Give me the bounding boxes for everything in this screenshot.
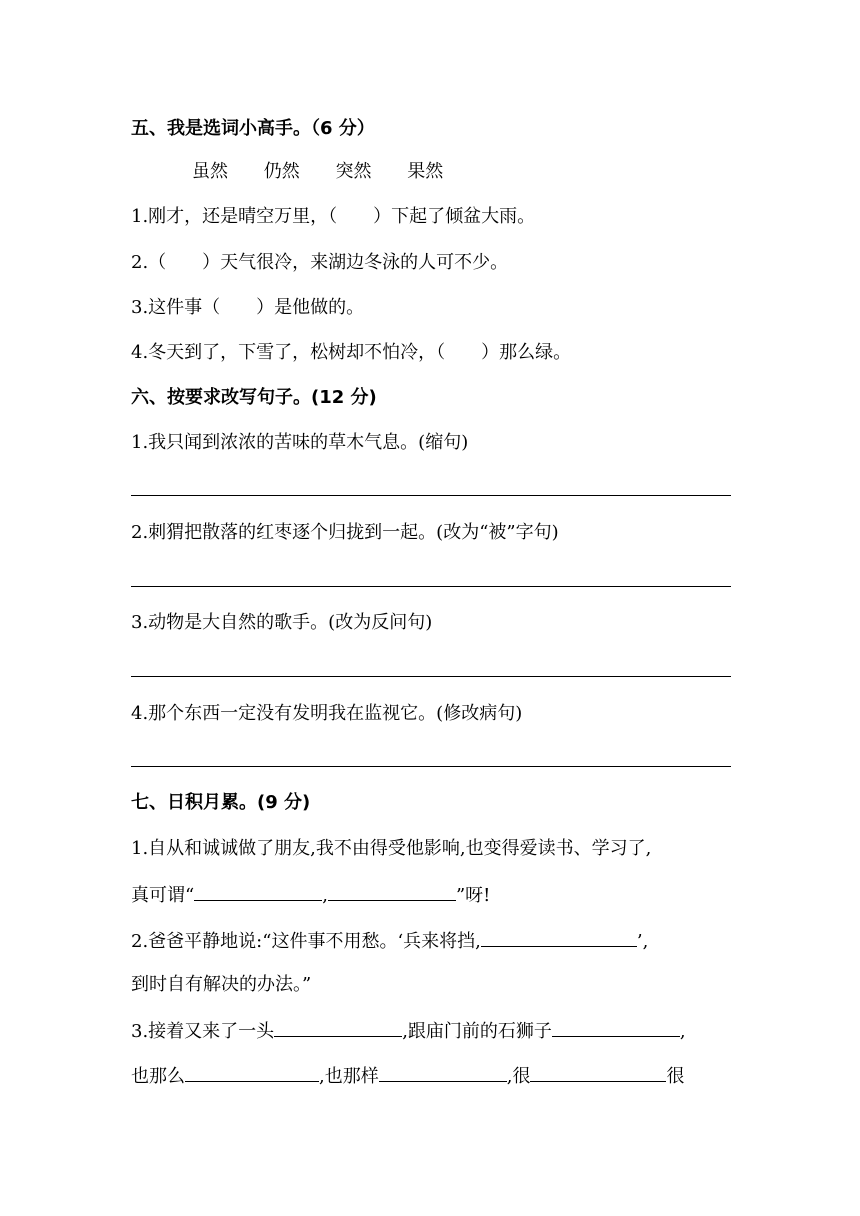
- text-span: 真可谓“: [131, 885, 195, 906]
- sec5-question-1: 1.刚才，还是晴空万里，（ ）下起了倾盆大雨。: [131, 206, 536, 227]
- text-span: ,也那样: [319, 1066, 379, 1087]
- sec6-question-4: 4.那个东西一定没有发明我在监视它。(修改病句): [131, 703, 523, 724]
- fill-blank[interactable]: [194, 882, 322, 901]
- word-option: 果然: [407, 161, 444, 182]
- sec5-question-4: 4.冬天到了，下雪了，松树却不怕冷，（ ）那么绿。: [131, 342, 572, 363]
- fill-blank[interactable]: [379, 1063, 507, 1082]
- word-option: 虽然: [192, 161, 228, 182]
- sec5-question-3: 3.这件事（ ）是他做的。: [131, 297, 365, 318]
- sec5-question-2: 2.（ ）天气很冷，来湖边冬泳的人可不少。: [131, 252, 509, 273]
- text-span: 很: [666, 1066, 685, 1087]
- sec6-question-1: 1.我只闻到浓浓的苦味的草木气息。(缩句): [131, 432, 469, 453]
- sec7-question-2: [131, 928, 648, 954]
- text-span: ’,: [636, 931, 649, 952]
- answer-line[interactable]: [131, 676, 731, 677]
- word-option: 突然: [335, 161, 372, 182]
- text-span: ,: [679, 1021, 686, 1042]
- text-span: 3.接着又来了一头: [131, 1021, 275, 1042]
- sec7-question-1-blanks: [131, 882, 490, 908]
- text-span: ,: [322, 885, 328, 906]
- sec6-question-3: 3.动物是大自然的歌手。(改为反问句): [131, 612, 433, 633]
- sec7-question-3-line2: [131, 1063, 684, 1089]
- fill-blank[interactable]: [274, 1018, 402, 1037]
- fill-blank[interactable]: [185, 1063, 319, 1082]
- sec7-question-3: [131, 1018, 686, 1044]
- text-span: ,跟庙门前的石狮子: [402, 1021, 552, 1042]
- text-span: 也那么: [131, 1066, 185, 1087]
- text-span: 2.爸爸平静地说:“这件事不用愁。‘兵来将挡,: [131, 931, 481, 952]
- fill-blank[interactable]: [328, 882, 456, 901]
- answer-line[interactable]: [131, 495, 731, 496]
- section-5-title: 五、我是选词小高手。（6 分）: [131, 118, 375, 139]
- section-6-title: 六、按要求改写句子。(12 分): [131, 387, 377, 408]
- answer-line[interactable]: [131, 586, 731, 587]
- section-7-title: 七、日积月累。(9 分): [131, 792, 311, 813]
- text-span: ”呀!: [455, 885, 491, 906]
- fill-blank[interactable]: [481, 928, 637, 947]
- fill-blank[interactable]: [530, 1063, 666, 1082]
- word-option: 仍然: [263, 161, 300, 182]
- fill-blank[interactable]: [552, 1018, 680, 1037]
- text-span: ,很: [506, 1066, 531, 1087]
- word-bank: [192, 160, 473, 184]
- sec7-question-1: 1.自从和诚诚做了朋友,我不由得受他影响,也变得爱读书、学习了,: [131, 838, 652, 859]
- answer-line[interactable]: [131, 766, 731, 767]
- sec7-question-2-line2: 到时自有解决的办法。”: [131, 974, 312, 995]
- sec6-question-2: 2.刺猬把散落的红枣逐个归拢到一起。(改为“被”字句): [131, 522, 559, 543]
